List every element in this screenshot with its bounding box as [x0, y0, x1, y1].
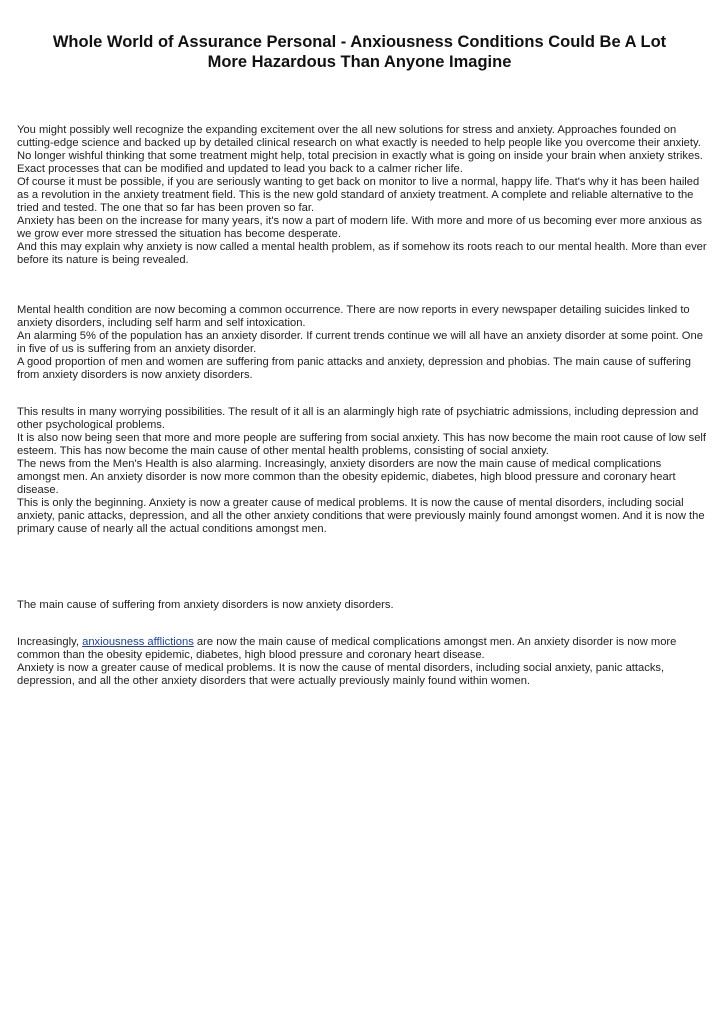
paragraph: Of course it must be possible, if you are seriously wanting to get back on monitor to live a normal, happy life. That's why it has been hailed as a revolution in the anxiety treatment field. This is the new gold standard of anxiety treatment. A complete and reliable alternative to the tried and tested. The one that so far has been proven so far.: [17, 176, 700, 214]
paragraph: The main cause of suffering from anxiety disorders is now anxiety disorders.: [17, 599, 394, 611]
section-5: [17, 636, 707, 688]
paragraph: It is also now being seen that more and more people are suffering from social anxiety. This has now become the main root cause of low self esteem. This has now become the main cause of other mental health problems, consisting of social anxiety.: [17, 432, 707, 457]
link-suffix-text: are now the main cause of medical complications amongst men. An anxiety disorder is now more common than the obesity epidemic, diabetes, high blood pressure and coronary heart disease.: [17, 636, 677, 661]
anxiousness-afflictions-link[interactable]: anxiousness afflictions: [82, 636, 194, 648]
link-prefix-text: Increasingly,: [17, 636, 83, 648]
paragraph: Anxiety is now a greater cause of medical problems. It is now the cause of mental disorders, including social anxiety, panic attacks, depression, and all the other anxiety disorders that were actually previously mainly found within women.: [17, 662, 665, 687]
paragraph: A good proportion of men and women are suffering from panic attacks and anxiety, depression and phobias. The main cause of suffering from anxiety disorders is now anxiety disorders.: [17, 356, 691, 381]
section-3: [17, 406, 707, 536]
section-4: [17, 599, 707, 612]
paragraph: You might possibly well recognize the expanding excitement over the all new solutions for stress and anxiety. Approaches founded on cutting-edge science and backed up by detailed clinical research on what exactly is needed to help people like you overcome their anxiety. No longer wishful thinking that some treatment might help, total precision in exactly what is going on inside your brain when anxiety strikes. Exact processes that can be modified and updated to lead you back to a calmer richer life.: [17, 124, 703, 175]
paragraph: Mental health condition are now becoming a common occurrence. There are now reports in every newspaper detailing suicides linked to anxiety disorders, including self harm and self intoxication.: [17, 304, 690, 329]
page-title: [10, 32, 709, 72]
title-line-2: More Hazardous Than Anyone Imagine: [207, 53, 512, 71]
paragraph: This results in many worrying possibilities. The result of it all is an alarmingly high rate of psychiatric admissions, including depression and other psychological problems.: [17, 406, 699, 431]
section-2: [17, 304, 707, 382]
paragraph: And this may explain why anxiety is now called a mental health problem, as if somehow its roots reach to our mental health. More than ever before its nature is being revealed.: [17, 241, 707, 266]
section-1: [17, 124, 707, 267]
paragraph-with-link: [17, 636, 707, 662]
title-line-1: Whole World of Assurance Personal - Anxiousness Conditions Could Be A Lot: [52, 33, 667, 51]
paragraph: The news from the Men's Health is also alarming. Increasingly, anxiety disorders are now the main cause of medical complications amongst men. An anxiety disorder is now more common than the obesity epidemic, diabetes, high blood pressure and coronary heart disease.: [17, 458, 676, 496]
paragraph: This is only the beginning. Anxiety is now a greater cause of medical problems. It is now the cause of mental disorders, including social anxiety, panic attacks, depression, and all the other anxiety conditions that were previously mainly found amongst women. And it is now the primary cause of nearly all the actual conditions amongst men.: [17, 497, 705, 535]
paragraph: An alarming 5% of the population has an anxiety disorder. If current trends continue we will all have an anxiety disorder at some point. One in five of us is suffering from an anxiety disorder.: [17, 330, 703, 355]
paragraph: Anxiety has been on the increase for many years, it's now a part of modern life. With more and more of us becoming ever more anxious as we grow ever more stressed the situation has become desperate.: [17, 215, 702, 240]
